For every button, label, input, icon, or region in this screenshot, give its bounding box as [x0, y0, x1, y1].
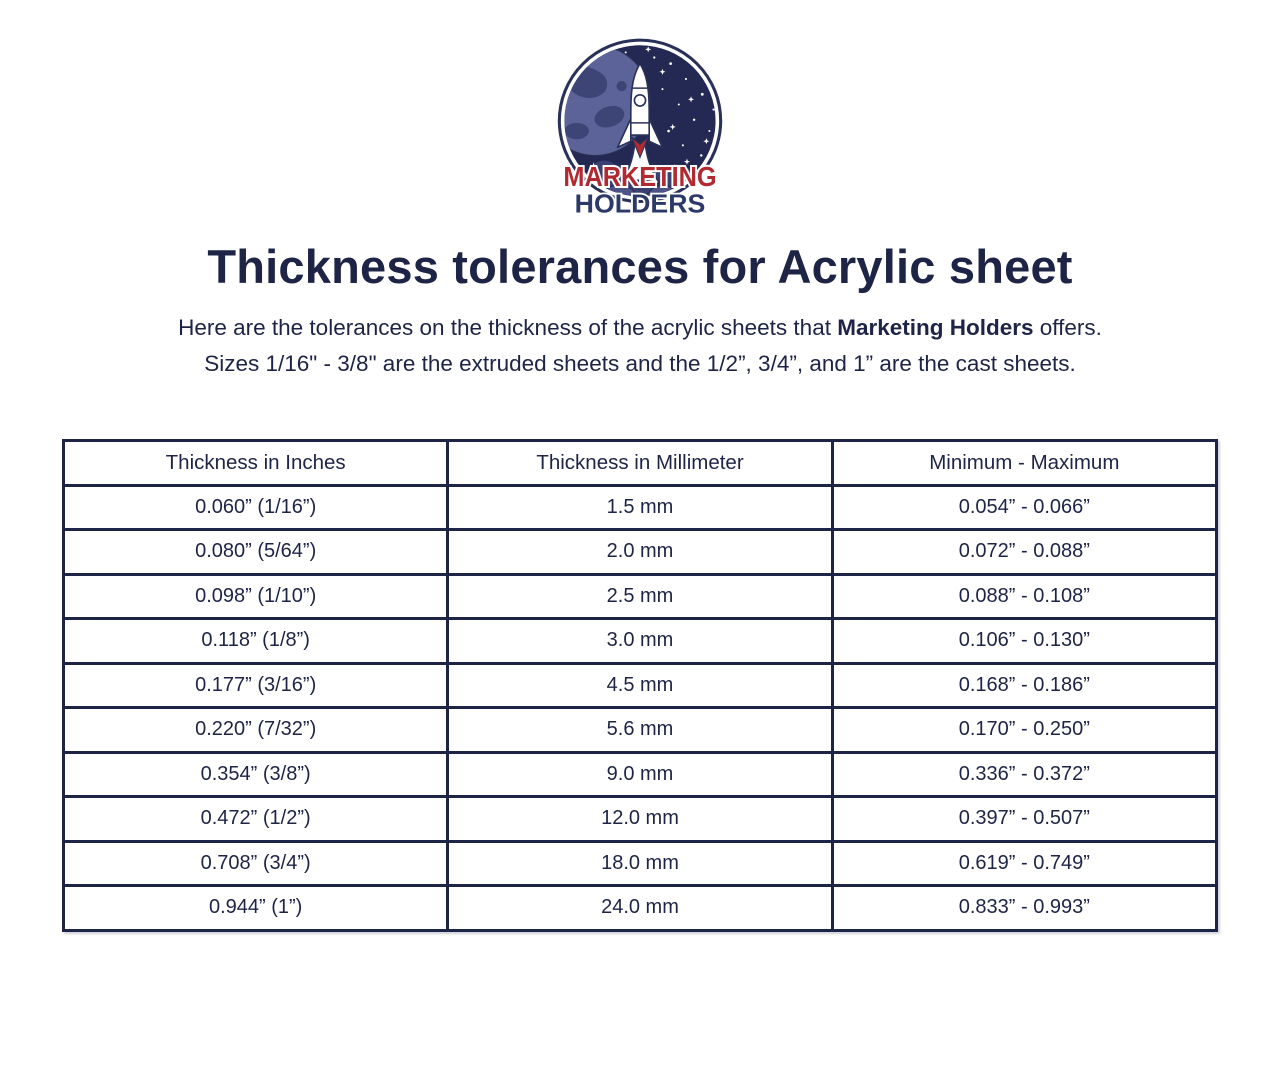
table-header-row: [64, 441, 1217, 486]
table-cell: 0.060” (1/16”): [64, 485, 448, 530]
table-cell: 0.088” - 0.108”: [832, 574, 1216, 619]
table-cell: 0.472” (1/2”): [64, 797, 448, 842]
table-cell: 0.619” - 0.749”: [832, 841, 1216, 886]
tolerance-table: [62, 439, 1218, 932]
logo-text-marketing: MARKETING: [563, 161, 717, 193]
logo-text-holders: HOLDERS: [574, 190, 706, 219]
table-cell: 0.168” - 0.186”: [832, 663, 1216, 708]
column-header-inches: Thickness in Inches: [64, 441, 448, 486]
table-header: [64, 441, 1217, 486]
subtitle-line-2: Sizes 1/16" - 3/8" are the extruded sheets and the 1/2”, 3/4”, and 1” are the cast sheets.: [204, 351, 1076, 376]
table-cell: 24.0 mm: [448, 886, 832, 931]
table-cell: 0.220” (7/32”): [64, 708, 448, 753]
table-cell: 2.5 mm: [448, 574, 832, 619]
table-row: [64, 619, 1217, 664]
table-cell: 0.072” - 0.088”: [832, 530, 1216, 575]
table-cell: 4.5 mm: [448, 663, 832, 708]
table-row: [64, 663, 1217, 708]
table-cell: 0.833” - 0.993”: [832, 886, 1216, 931]
table-row: [64, 797, 1217, 842]
column-header-min-max: Minimum - Maximum: [832, 441, 1216, 486]
table-cell: 0.336” - 0.372”: [832, 752, 1216, 797]
table-cell: 1.5 mm: [448, 485, 832, 530]
tolerance-table-container: [62, 439, 1218, 932]
rocket-space-badge-icon: [548, 33, 732, 227]
subtitle: [50, 310, 1230, 382]
table-row: [64, 886, 1217, 931]
table-cell: 0.354” (3/8”): [64, 752, 448, 797]
table-cell: 3.0 mm: [448, 619, 832, 664]
table-row: [64, 752, 1217, 797]
table-cell: 0.054” - 0.066”: [832, 485, 1216, 530]
table-cell: 0.118” (1/8”): [64, 619, 448, 664]
table-cell: 0.708” (3/4”): [64, 841, 448, 886]
table-row: [64, 841, 1217, 886]
table-row: [64, 530, 1217, 575]
table-cell: 0.098” (1/10”): [64, 574, 448, 619]
table-cell: 0.944” (1”): [64, 886, 448, 931]
table-cell: 0.106” - 0.130”: [832, 619, 1216, 664]
column-header-millimeter: Thickness in Millimeter: [448, 441, 832, 486]
subtitle-brand-bold: Marketing Holders: [837, 315, 1034, 340]
table-cell: 0.080” (5/64”): [64, 530, 448, 575]
table-cell: 9.0 mm: [448, 752, 832, 797]
table-cell: 18.0 mm: [448, 841, 832, 886]
page-title: Thickness tolerances for Acrylic sheet: [207, 240, 1073, 293]
table-cell: 12.0 mm: [448, 797, 832, 842]
table-cell: 5.6 mm: [448, 708, 832, 753]
table-cell: 0.170” - 0.250”: [832, 708, 1216, 753]
marketing-holders-logo: [548, 33, 732, 227]
table-row: [64, 708, 1217, 753]
table-row: [64, 574, 1217, 619]
table-body: [64, 485, 1217, 930]
table-row: [64, 485, 1217, 530]
table-cell: 2.0 mm: [448, 530, 832, 575]
subtitle-line-1: Here are the tolerances on the thickness of the acrylic sheets that Marketing Holders offers.: [178, 315, 1102, 340]
table-cell: 0.397” - 0.507”: [832, 797, 1216, 842]
table-cell: 0.177” (3/16”): [64, 663, 448, 708]
